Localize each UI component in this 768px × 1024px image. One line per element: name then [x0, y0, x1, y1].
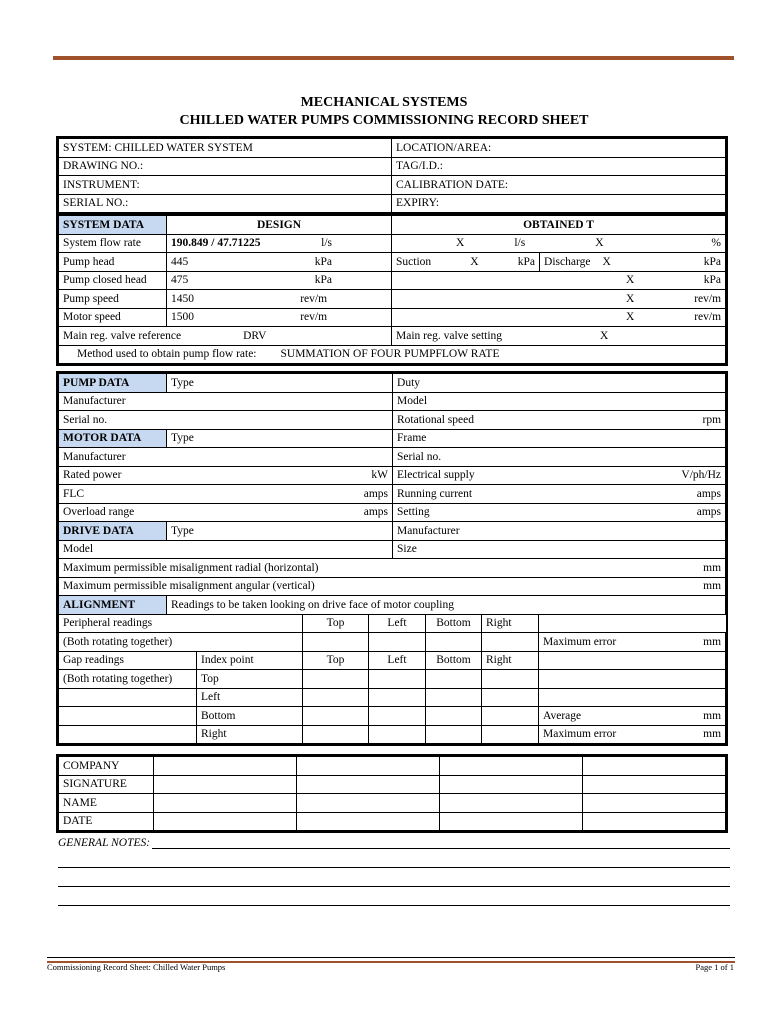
head-unit: kPa: [314, 255, 333, 268]
gap-max-error-label: Maximum error: [543, 728, 617, 741]
method-value[interactable]: SUMMATION OF FOUR PUMPFLOW RATE: [280, 348, 500, 361]
average-label: Average: [543, 709, 582, 722]
date-cell[interactable]: [297, 812, 440, 831]
running-current-unit: amps: [696, 487, 722, 500]
expiry-field[interactable]: EXPIRY:: [392, 194, 726, 213]
notes-line[interactable]: [58, 887, 730, 906]
gap-readings-label: Gap readings: [59, 651, 197, 670]
company-cell[interactable]: [297, 757, 440, 776]
peripheral-right-header: Right: [482, 614, 539, 633]
valve-reference-label: Main reg. valve reference: [63, 329, 182, 342]
footer-page-number: Page 1 of 1: [695, 962, 734, 972]
flow-unit: l/s: [321, 237, 333, 250]
discharge-x[interactable]: X: [602, 255, 611, 268]
gap-cell[interactable]: [426, 670, 482, 689]
head-label: Pump head: [59, 253, 167, 272]
index-left-label: Left: [197, 688, 303, 707]
flow-obtained-unit: l/s: [514, 237, 526, 250]
peripheral-max-error-label: Maximum error: [543, 635, 617, 648]
signature-cell[interactable]: [154, 775, 297, 794]
pump-manufacturer-field[interactable]: Manufacturer: [59, 392, 393, 411]
company-cell[interactable]: [440, 757, 583, 776]
gap-cell[interactable]: [426, 707, 482, 726]
tag-field[interactable]: TAG/I.D.:: [392, 157, 726, 176]
head-design-value[interactable]: 445: [171, 255, 189, 268]
company-cell[interactable]: [154, 757, 297, 776]
drive-size-field[interactable]: Size: [393, 540, 726, 559]
notes-line[interactable]: [58, 849, 730, 868]
notes-line[interactable]: [152, 848, 730, 849]
header-table: [58, 138, 726, 213]
pump-speed-ob-unit: rev/m: [694, 292, 722, 305]
valve-setting-x[interactable]: X: [600, 329, 609, 342]
title-line-2: CHILLED WATER PUMPS COMMISSIONING RECORD SHEET: [179, 113, 589, 128]
radial-mm-unit: mm: [703, 561, 722, 574]
gap-cell[interactable]: [369, 688, 426, 707]
motor-data-heading: MOTOR DATA: [59, 429, 167, 448]
rpm-unit: rpm: [702, 413, 722, 426]
obtained-heading: OBTAINED T: [392, 216, 726, 235]
pump-type-field[interactable]: Type: [167, 374, 393, 393]
title-line-1: MECHANICAL SYSTEMS: [300, 95, 468, 110]
suction-unit: kPa: [517, 255, 535, 268]
gap-cell[interactable]: [303, 688, 369, 707]
gap-cell[interactable]: [482, 707, 539, 726]
suction-label: Suction: [396, 255, 432, 268]
name-label: NAME: [59, 794, 154, 813]
discharge-label: Discharge: [544, 255, 591, 268]
signature-cell[interactable]: [583, 775, 726, 794]
name-cell[interactable]: [297, 794, 440, 813]
gap-left-header: Left: [369, 651, 426, 670]
date-cell[interactable]: [583, 812, 726, 831]
radial-misalignment-label: Maximum permissible misalignment radial (horizontal): [63, 561, 319, 574]
peripheral-left-value[interactable]: [369, 633, 426, 652]
electrical-supply-label: Electrical supply: [397, 469, 475, 482]
method-label: Method used to obtain pump flow rate:: [77, 348, 257, 361]
motor-frame-field[interactable]: Frame: [393, 429, 726, 448]
pump-model-field[interactable]: Model: [393, 392, 726, 411]
vphhz-unit: V/ph/Hz: [681, 469, 722, 482]
motor-manufacturer-field[interactable]: Manufacturer: [59, 448, 393, 467]
peripheral-max-error-unit: mm: [703, 635, 722, 648]
pump-data-heading: PUMP DATA: [59, 374, 167, 393]
general-notes-label: GENERAL NOTES:: [58, 837, 151, 849]
name-cell[interactable]: [583, 794, 726, 813]
drive-manufacturer-field[interactable]: Manufacturer: [393, 522, 726, 541]
motor-speed-x[interactable]: X: [626, 311, 635, 324]
signature-cell[interactable]: [440, 775, 583, 794]
gap-cell[interactable]: [369, 670, 426, 689]
location-field[interactable]: LOCATION/AREA:: [392, 139, 726, 158]
setting-label: Setting: [397, 506, 430, 519]
peripheral-bottom-value[interactable]: [426, 633, 482, 652]
flc-label: FLC: [63, 487, 85, 500]
design-heading: DESIGN: [167, 216, 392, 235]
alignment-heading: ALIGNMENT: [59, 596, 167, 615]
motor-speed-unit: rev/m: [300, 311, 328, 324]
date-cell[interactable]: [440, 812, 583, 831]
peripheral-right-value[interactable]: [482, 633, 539, 652]
pump-speed-label: Pump speed: [59, 290, 167, 309]
serial-field[interactable]: SERIAL NO.:: [59, 194, 392, 213]
angular-mm-unit: mm: [703, 580, 722, 593]
pump-speed-value[interactable]: 1450: [171, 292, 194, 305]
rated-power-label: Rated power: [63, 469, 122, 482]
alignment-note: Readings to be taken looking on drive face of motor coupling: [167, 596, 726, 615]
company-cell[interactable]: [583, 757, 726, 776]
pump-serial-field[interactable]: Serial no.: [59, 411, 393, 430]
gap-cell[interactable]: [303, 670, 369, 689]
suction-x[interactable]: X: [470, 255, 479, 268]
drive-data-heading: DRIVE DATA: [59, 522, 167, 541]
peripheral-top-value[interactable]: [303, 633, 369, 652]
drive-model-field[interactable]: Model: [59, 540, 393, 559]
gap-bottom-header: Bottom: [426, 651, 482, 670]
peripheral-label: Peripheral readings: [59, 614, 303, 633]
general-notes[interactable]: [58, 835, 730, 906]
gap-cell[interactable]: [369, 725, 426, 744]
name-cell[interactable]: [440, 794, 583, 813]
valve-reference-value[interactable]: DRV: [243, 329, 267, 342]
index-top-label: Top: [197, 670, 303, 689]
gap-top-header: Top: [303, 651, 369, 670]
peripheral-both-label: (Both rotating together): [59, 633, 303, 652]
motor-speed-ob-unit: rev/m: [694, 311, 722, 324]
motor-speed-value[interactable]: 1500: [171, 311, 194, 324]
gap-both-label: (Both rotating together): [59, 670, 197, 689]
date-cell[interactable]: [154, 812, 297, 831]
top-rule: [53, 56, 734, 60]
system-data-table: [58, 215, 726, 364]
peripheral-left-header: Left: [369, 614, 426, 633]
valve-setting-label: Main reg. valve setting: [396, 329, 503, 342]
closed-head-unit: kPa: [314, 274, 333, 287]
flow-obtained-x[interactable]: X: [456, 237, 465, 250]
discharge-unit: kPa: [703, 255, 722, 268]
signature-label: SIGNATURE: [59, 775, 154, 794]
motor-serial-field[interactable]: Serial no.: [393, 448, 726, 467]
instrument-field[interactable]: INSTRUMENT:: [59, 176, 392, 195]
flc-unit: amps: [363, 487, 389, 500]
index-bottom-label: Bottom: [197, 707, 303, 726]
overload-range-label: Overload range: [63, 506, 135, 519]
closed-head-label: Pump closed head: [59, 271, 167, 290]
closed-head-value[interactable]: 475: [171, 274, 189, 287]
gap-cell[interactable]: [482, 670, 539, 689]
pump-speed-unit: rev/m: [300, 292, 328, 305]
date-label: DATE: [59, 812, 154, 831]
closed-head-x[interactable]: X: [626, 274, 635, 287]
system-data-heading: SYSTEM DATA: [59, 216, 167, 235]
gap-cell[interactable]: [426, 725, 482, 744]
footer-title: Commissioning Record Sheet: Chilled Water Pumps: [47, 962, 226, 972]
gap-cell[interactable]: [482, 725, 539, 744]
equipment-table: [58, 373, 726, 744]
drawing-field[interactable]: DRAWING NO.:: [59, 157, 392, 176]
drive-type-field[interactable]: Type: [167, 522, 393, 541]
system-field[interactable]: SYSTEM: CHILLED WATER SYSTEM: [59, 139, 392, 158]
index-right-label: Right: [197, 725, 303, 744]
flow-label: System flow rate: [59, 234, 167, 253]
signature-cell[interactable]: [297, 775, 440, 794]
gap-cell[interactable]: [303, 707, 369, 726]
peripheral-bottom-header: Bottom: [426, 614, 482, 633]
gap-cell[interactable]: [369, 707, 426, 726]
pump-speed-x[interactable]: X: [626, 292, 635, 305]
angular-misalignment-label: Maximum permissible misalignment angular (vertical): [63, 580, 315, 593]
overload-unit: amps: [363, 506, 389, 519]
name-cell[interactable]: [154, 794, 297, 813]
average-unit: mm: [703, 709, 722, 722]
gap-cell[interactable]: [303, 725, 369, 744]
document-title: [0, 94, 768, 130]
motor-speed-label: Motor speed: [59, 308, 167, 327]
closed-head-ob-unit: kPa: [703, 274, 722, 287]
rotational-speed-label: Rotational speed: [397, 413, 474, 426]
gap-cell[interactable]: [482, 688, 539, 707]
calibration-field[interactable]: CALIBRATION DATE:: [392, 176, 726, 195]
signoff-table: [58, 756, 726, 831]
gap-max-error-unit: mm: [703, 728, 722, 741]
index-point-header: Index point: [197, 651, 303, 670]
flow-obtained-x2[interactable]: X: [595, 237, 604, 250]
setting-unit: amps: [696, 506, 722, 519]
company-label: COMPANY: [59, 757, 154, 776]
pump-duty-field[interactable]: Duty: [393, 374, 726, 393]
gap-cell[interactable]: [426, 688, 482, 707]
flow-percent-unit: %: [711, 237, 722, 250]
notes-line[interactable]: [58, 868, 730, 887]
flow-design-value[interactable]: 190.849 / 47.71225: [171, 237, 261, 250]
gap-right-header: Right: [482, 651, 539, 670]
running-current-label: Running current: [397, 487, 473, 500]
kw-unit: kW: [371, 469, 389, 482]
motor-type-field[interactable]: Type: [167, 429, 393, 448]
peripheral-top-header: Top: [303, 614, 369, 633]
